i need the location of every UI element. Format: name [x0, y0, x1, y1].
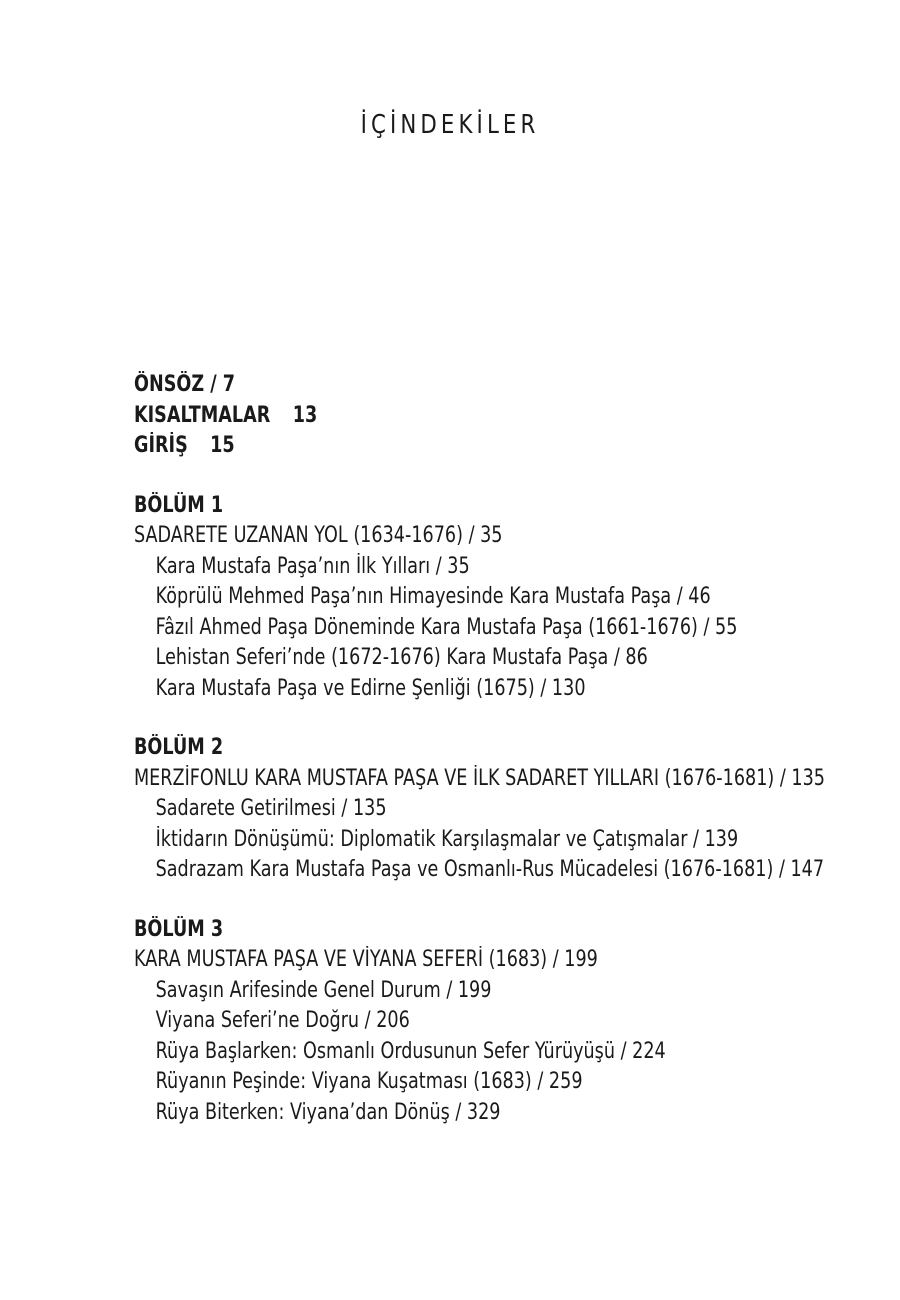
toc-entry[interactable] — [134, 582, 710, 613]
chapter-1 — [134, 491, 854, 705]
toc-entry-text: Kara Mustafa Paşa’nın İlk Yılları / 35 — [155, 553, 470, 579]
front-matter-item-onsoz[interactable] — [134, 370, 710, 401]
chapter-3 — [134, 915, 854, 1129]
toc-entry-text: Rüya Biterken: Viyana’dan Dönüş / 329 — [155, 1099, 501, 1125]
front-matter-label: KISALTMALAR — [134, 402, 271, 428]
front-matter-item-kisaltmalar[interactable] — [134, 401, 710, 432]
toc-entry[interactable] — [134, 825, 739, 856]
toc-entry-text: Sadarete Getirilmesi / 135 — [155, 796, 387, 821]
toc-entry-text: Kara Mustafa Paşa ve Edirne Şenliği (1675) / 130 — [155, 675, 586, 701]
toc-entry-text: Köprülü Mehmed Paşa’nın Himayesinde Kara Mustafa Paşa / 46 — [155, 584, 711, 609]
toc-entry-text: Lehistan Seferi’nde (1672-1676) Kara Mustafa Paşa / 86 — [155, 645, 648, 670]
toc-entry[interactable] — [134, 976, 710, 1007]
front-matter-page: 15 — [210, 433, 235, 458]
table-of-contents — [134, 370, 854, 1128]
toc-entry-text: Viyana Seferi’ne Doğru / 206 — [155, 1008, 410, 1033]
toc-entry[interactable] — [134, 855, 825, 886]
toc-entry-text: Rüyanın Peşinde: Viyana Kuşatması (1683) / 259 — [155, 1069, 583, 1094]
toc-entry[interactable] — [134, 794, 710, 825]
toc-entry[interactable] — [134, 674, 710, 705]
toc-entry[interactable] — [134, 613, 738, 644]
front-matter-item-giris[interactable] — [134, 431, 710, 462]
toc-entry[interactable] — [134, 643, 710, 674]
front-matter-label: GİRİŞ — [134, 433, 188, 458]
toc-entry-text: Rüya Başlarken: Osmanlı Ordusunun Sefer Yürüyüşü / 224 — [155, 1038, 666, 1064]
toc-entry-text: Savaşın Arifesinde Genel Durum / 199 — [155, 977, 492, 1003]
toc-entry-text: İktidarın Dönüşümü: Diplomatik Karşılaşmalar ve Çatışmalar / 139 — [155, 826, 739, 852]
chapter-heading: BÖLÜM 2 — [134, 735, 224, 760]
toc-entry[interactable] — [134, 1037, 710, 1068]
chapter-title[interactable]: SADARETE UZANAN YOL (1634-1676) / 35 — [134, 523, 503, 548]
front-matter — [134, 370, 854, 462]
chapter-heading: BÖLÜM 3 — [134, 916, 224, 942]
toc-entry-text: Sadrazam Kara Mustafa Paşa ve Osmanlı-Rus Mücadelesi (1676-1681) / 147 — [155, 857, 825, 882]
toc-entry[interactable] — [134, 1067, 710, 1098]
toc-entry[interactable] — [134, 1006, 710, 1037]
chapter-heading: BÖLÜM 1 — [134, 492, 224, 518]
toc-entry-text: Fâzıl Ahmed Paşa Döneminde Kara Mustafa Paşa (1661-1676) / 55 — [155, 614, 738, 640]
front-matter-page: 13 — [292, 402, 318, 428]
chapter-title[interactable]: MERZİFONLU KARA MUSTAFA PAŞA VE İLK SADARET YILLARI (1676-1681) / 135 — [134, 765, 826, 791]
chapter-2 — [134, 733, 854, 886]
page-title: İÇİNDEKİLER — [360, 110, 540, 140]
front-matter-label: ÖNSÖZ / 7 — [134, 372, 236, 397]
toc-entry[interactable] — [134, 552, 710, 583]
chapter-title[interactable]: KARA MUSTAFA PAŞA VE VİYANA SEFERİ (1683) / 199 — [134, 947, 598, 972]
toc-entry[interactable] — [134, 1098, 710, 1129]
